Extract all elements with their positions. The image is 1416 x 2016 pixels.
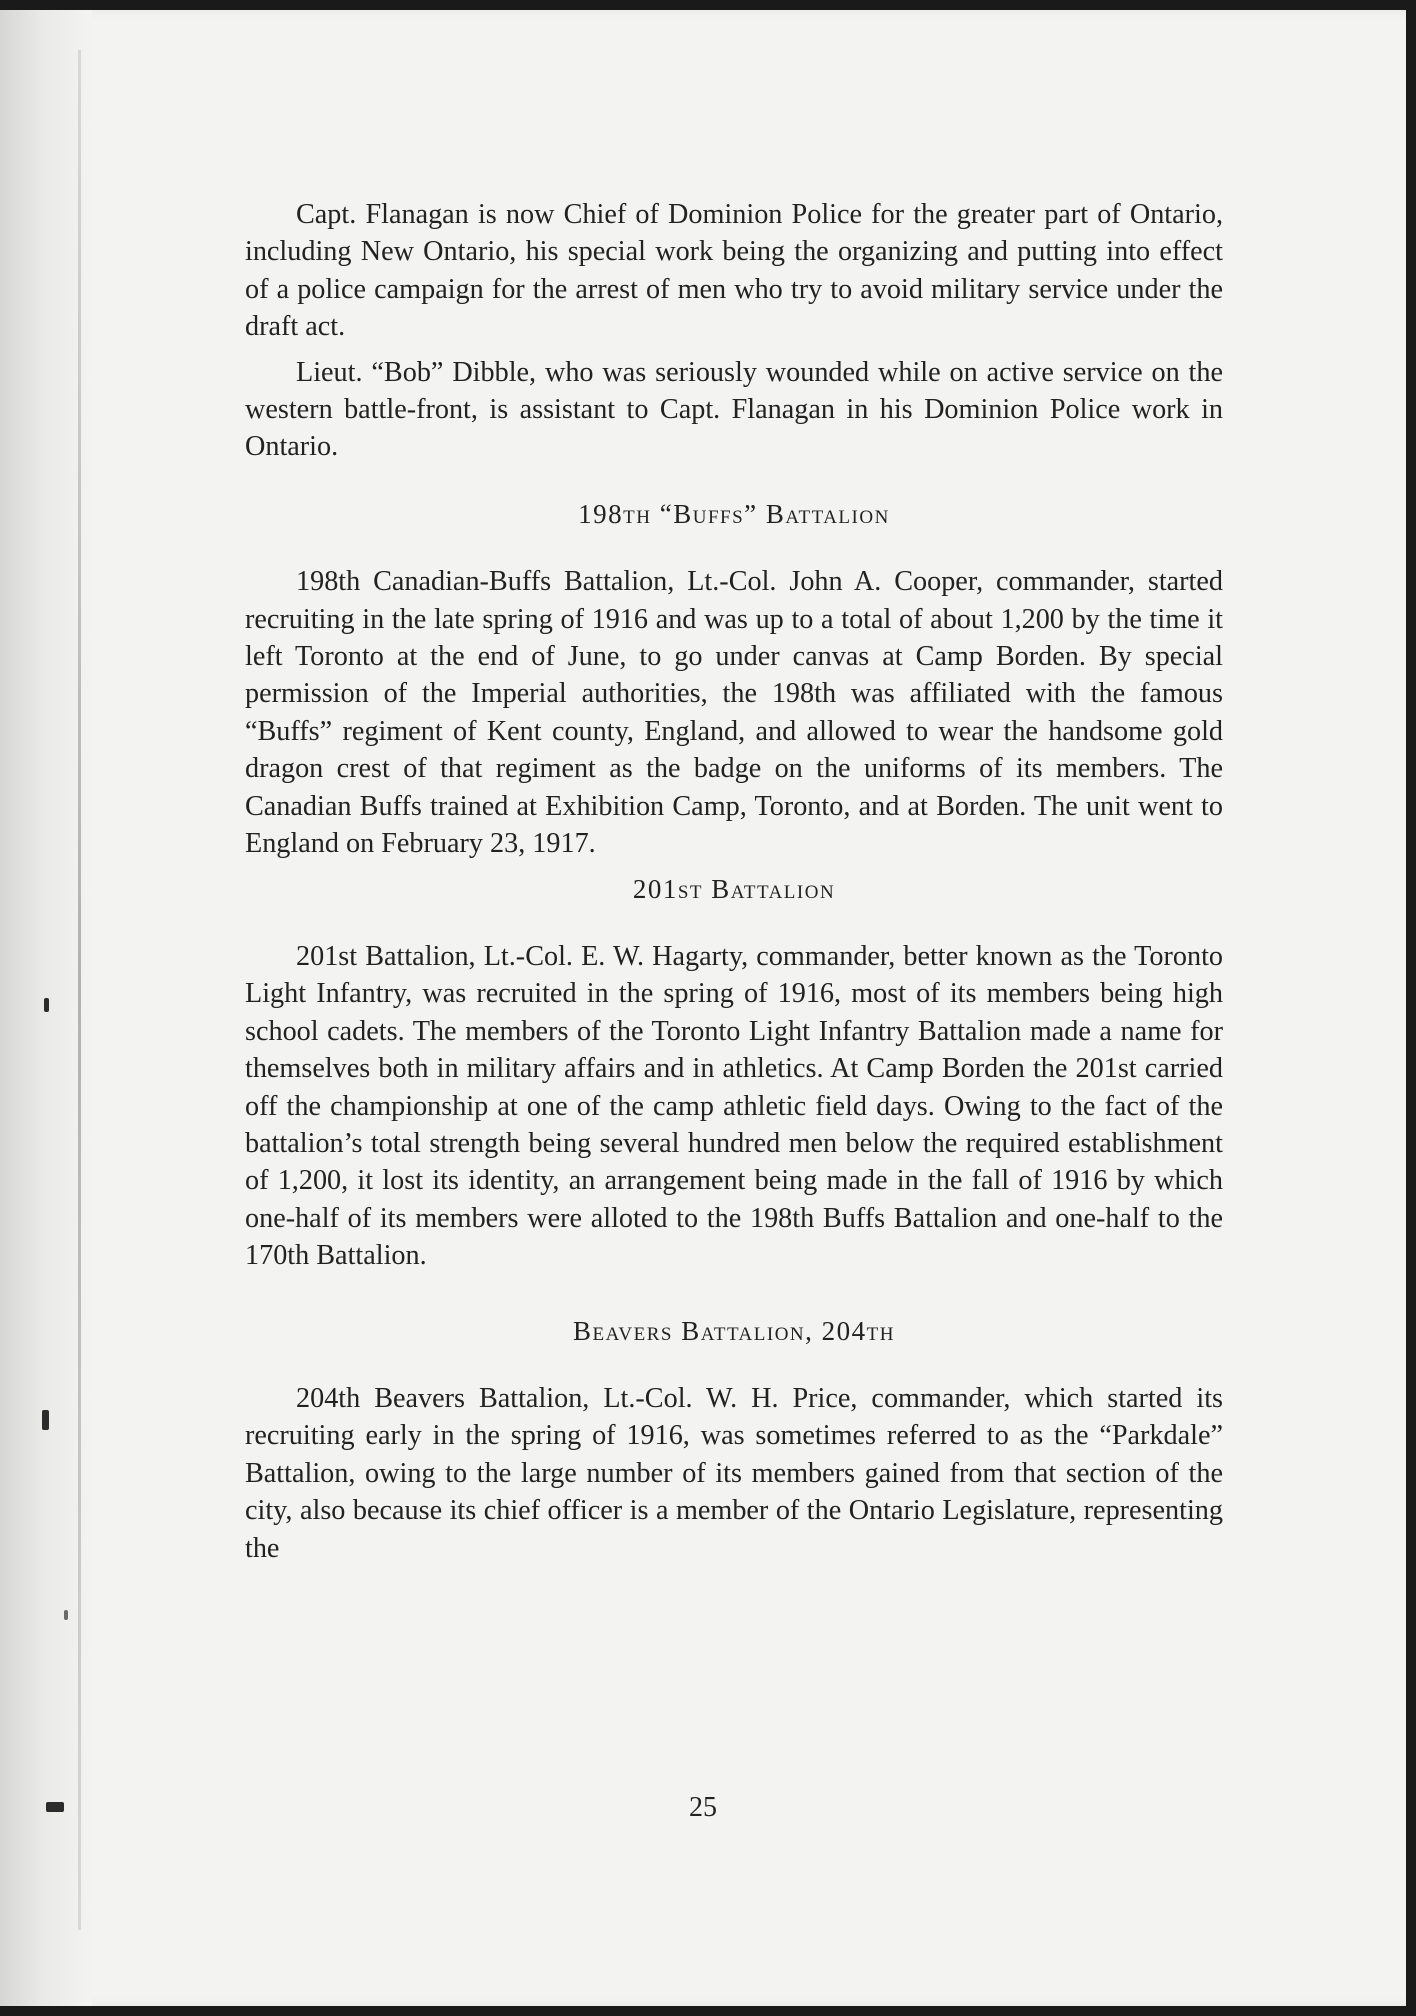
paragraph-204th-battalion: 204th Beavers Battalion, Lt.-Col. W. H. Price, commander, which started its recruiting early in the spring of 1916, was sometimes referred to as the “Parkdale” Battalion, owing to the large number of its members gained from that section of the city, also because its chief officer is a member of the Ontario Legislature, representing the	[245, 1382, 1223, 1564]
paragraph-flanagan: Capt. Flanagan is now Chief of Dominion Police for the greater part of Ontario, including New Ontario, his special work being the organizing and putting into effect of a police campaign for the arrest of men who try to avoid military service under the draft act.	[245, 199, 1223, 343]
spine-edge-line	[78, 50, 81, 1930]
page-number: 25	[689, 1792, 717, 1823]
spine-mark	[42, 1410, 49, 1430]
paragraph-201st-battalion: 201st Battalion, Lt.-Col. E. W. Hagarty, commander, better known as the Toronto Light Infantry, was recruited in the spring of 1916, most of its members being high school cadets. The members of the Toronto Light Infantry Battalion made a name for themselves both in military affairs and in athletics. At Camp Borden the 201st carried off the championship at one of the camp athletic field days. Owing to the fact of the battalion’s total strength being several hundred men below the required establishment of 1,200, it lost its identity, an arrangement being made in the fall of 1916 by which one-half of its members were alloted to the 198th Buffs Battalion and one-half to the 170th Battalion.	[245, 940, 1223, 1272]
spine-mark	[44, 998, 49, 1012]
heading-204th-battalion: Beavers Battalion, 204th	[573, 1315, 895, 1346]
page-text	[245, 196, 1223, 1575]
book-page	[0, 10, 1406, 2006]
paragraph-dibble: Lieut. “Bob” Dibble, who was seriously wounded while on active service on the western battle-front, is assistant to Capt. Flanagan in his Dominion Police work in Ontario.	[245, 356, 1223, 463]
spine-mark	[64, 1610, 68, 1620]
heading-201st-battalion: 201st Battalion	[632, 873, 836, 904]
heading-198th-battalion: 198th “Buffs” Battalion	[578, 498, 890, 529]
paragraph-198th-battalion: 198th Canadian-Buffs Battalion, Lt.-Col. John A. Cooper, commander, started recruiting in the late spring of 1916 and was up to a total of about 1,200 by the time it left Toronto at the end of June, to go under canvas at Camp Borden. By special permission of the Imperial authorities, the 198th was affiliated with the famous “Buffs” regiment of Kent county, England, and allowed to wear the handsome gold dragon crest of that regiment as the badge on the uniforms of its members. The Canadian Buffs trained at Exhibition Camp, Toronto, and at Borden. The unit went to England on February 23, 1917.	[245, 566, 1223, 860]
